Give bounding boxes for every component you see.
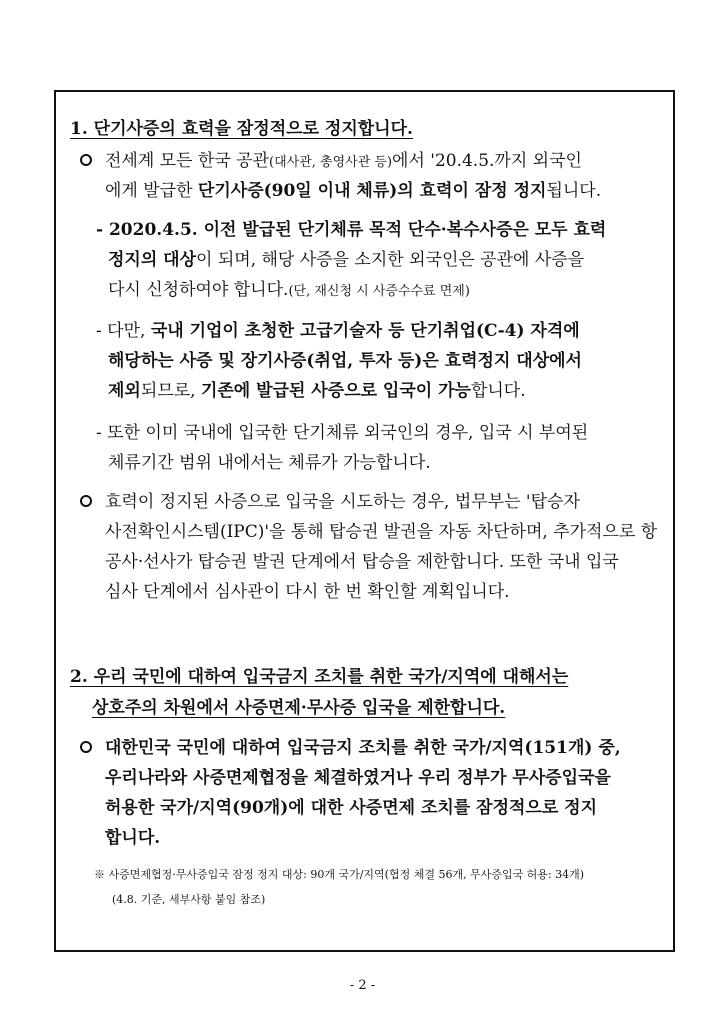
s1-dash1-line3: 다시 신청하여야 합니다.(단, 재신청 시 사증수수료 면제) [108,280,470,300]
section1-heading: 1. 단기사증의 효력을 잠정적으로 정지합니다. [70,119,413,139]
s2-note-line1: ※ 사증면제협정·무사증입국 잠정 정지 대상: 90개 국가/지역(협정 체결 56개, 무사증입국 허용: 34개) [94,868,585,881]
s1-dash2-line2: 해당하는 사증 및 장기사증(취업, 투자 등)은 효력정지 대상에서 [108,351,582,371]
s1-bullet2-line4: 심사 단계에서 심사관이 다시 한 번 확인할 계획입니다. [105,582,510,602]
s1-dash2-line1: - 다만, 국내 기업이 초청한 고급기술자 등 단기취업(C-4) 자격에 [96,321,580,341]
s2-bullet1-line2: 우리나라와 사증면제협정을 체결하였거나 우리 정부가 무사증입국을 [105,768,611,788]
s1-bullet2-line1: 효력이 정지된 사증으로 입국을 시도하는 경우, 법무부는 '탑승자 [105,492,580,512]
hollow-circle-bullet-icon [80,741,92,753]
s1-bullet1-line1: 전세계 모든 한국 공관(대사관, 총영사관 등)에서 '20.4.5.까지 외국인 [105,151,582,171]
s1-dash2-line3: 제외되므로, 기존에 발급된 사증으로 입국이 가능합니다. [108,381,526,401]
s1-dash3-line1: - 또한 이미 국내에 입국한 단기체류 외국인의 경우, 입국 시 부여된 [96,423,589,443]
section2-heading-line2: 상호주의 차원에서 사증면제·무사증 입국을 제한합니다. [92,698,506,718]
s1-dash3-line2: 체류기간 범위 내에서는 체류가 가능합니다. [108,453,431,473]
s2-note-line2: (4.8. 기준, 세부사항 붙임 참조) [112,893,266,906]
hollow-circle-bullet-icon [80,154,92,166]
s2-bullet1-line3: 허용한 국가/지역(90개)에 대한 사증면제 조치를 잠정적으로 정지 [105,798,598,818]
hollow-circle-bullet-icon [80,495,92,507]
s1-dash1-line1: - 2020.4.5. 이전 발급된 단기체류 목적 단수·복수사증은 모두 효력 [96,220,607,240]
s2-bullet1-line1: 대한민국 국민에 대하여 입국금지 조치를 취한 국가/지역(151개) 중, [105,738,621,758]
s2-bullet1-line4: 합니다. [105,828,161,848]
s1-dash1-line2: 정지의 대상이 되며, 해당 사증을 소지한 외국인은 공관에 사증을 [108,250,585,270]
s1-bullet2-line2: 사전확인시스템(IPC)'을 통해 탑승권 발권을 자동 차단하며, 추가적으로 항 [105,522,658,542]
page-number: - 2 - [349,978,376,993]
s1-bullet2-line3: 공사·선사가 탑승권 발권 단계에서 탑승을 제한합니다. 또한 국내 입국 [105,552,619,572]
s1-bullet1-line2: 에게 발급한 단기사증(90일 이내 체류)의 효력이 잠정 정지됩니다. [105,181,602,201]
section2-heading-line1: 2. 우리 국민에 대하여 입국금지 조치를 취한 국가/지역에 대해서는 [70,667,569,687]
